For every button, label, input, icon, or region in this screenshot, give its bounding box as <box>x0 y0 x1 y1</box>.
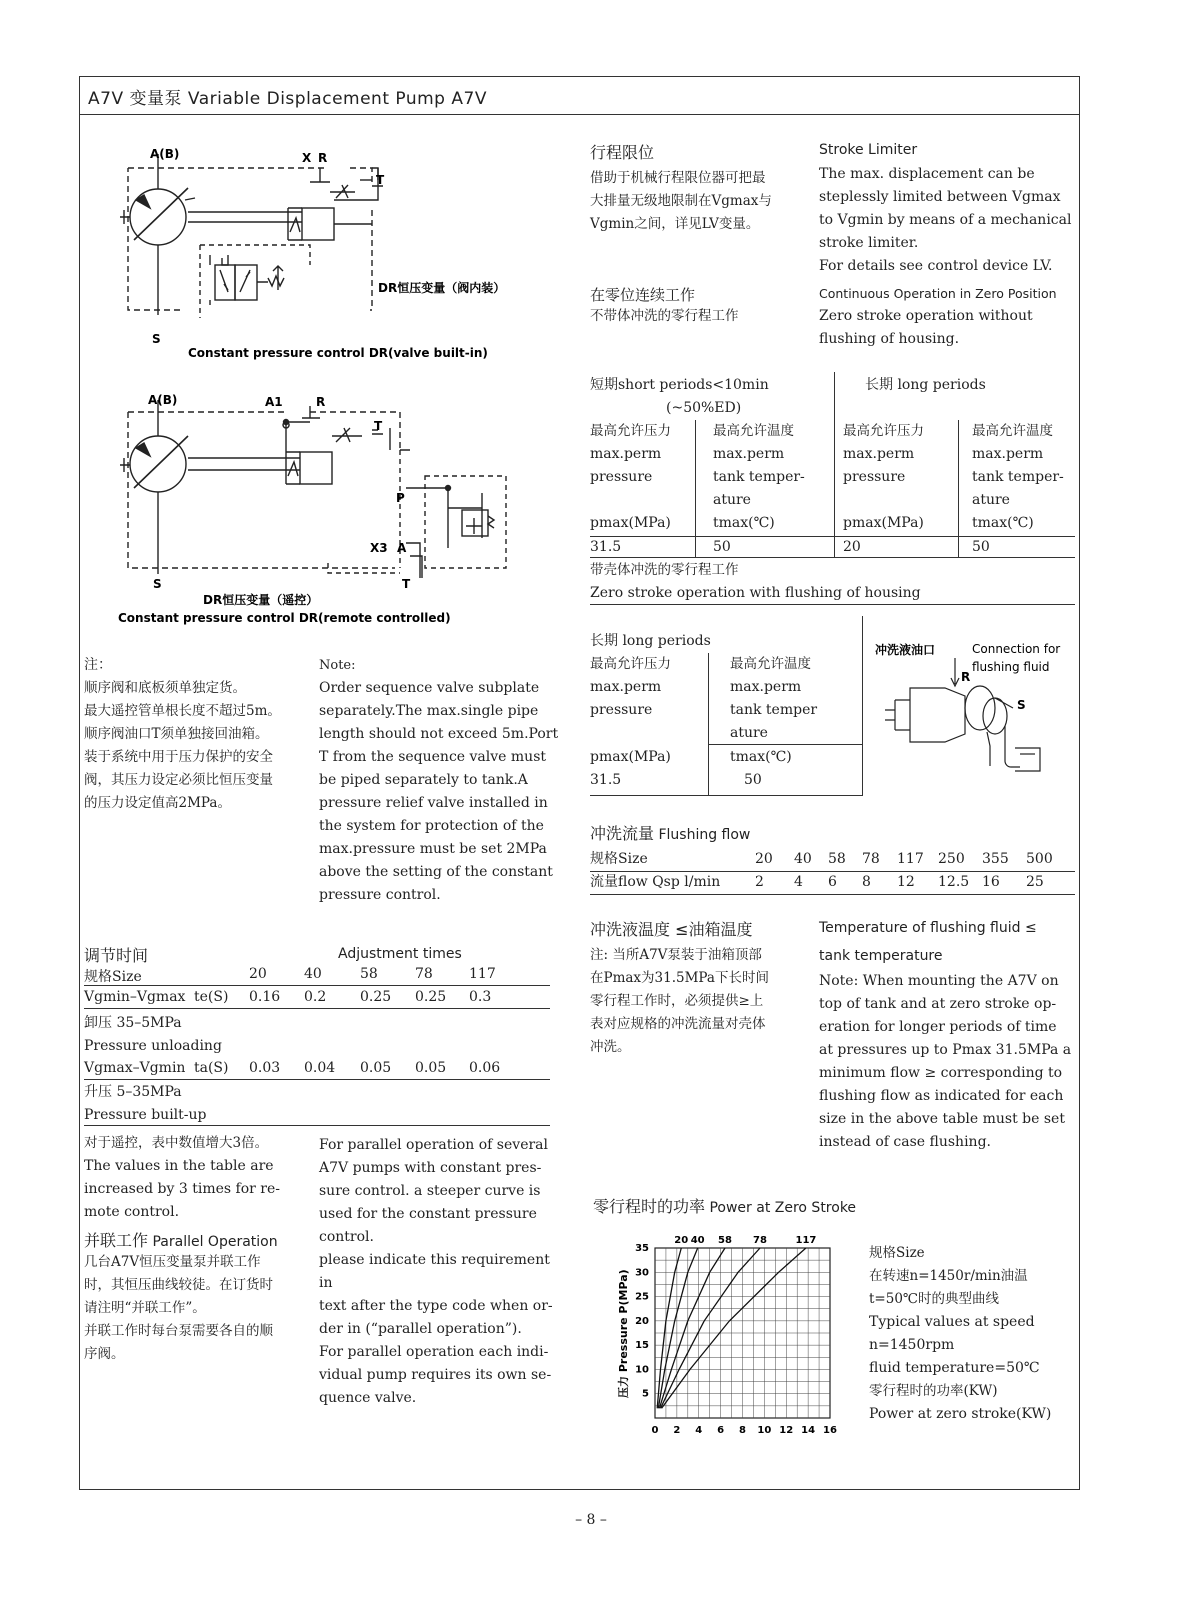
long2-value: 31.5 <box>590 772 622 788</box>
diagram2-caption: Constant pressure control DR(remote controlled) <box>118 611 451 625</box>
long-table <box>590 628 865 796</box>
periods-table <box>590 372 1075 608</box>
note-line-en: length should not exceed 5m.Port <box>319 726 559 742</box>
col-temp-line: tank temper- <box>713 469 805 485</box>
size-cell: 20 <box>249 966 267 982</box>
flow-size: 58 <box>828 851 846 867</box>
flow-value: 12 <box>897 874 915 890</box>
col-temp-line: 最高允许温度 <box>972 423 1053 439</box>
flow-title-en: Flushing flow <box>658 827 751 843</box>
flow-title <box>590 821 750 844</box>
stroke-line-en: to Vgmin by means of a mechanical <box>819 212 1072 228</box>
diagram1-caption: Constant pressure control DR(valve built-in) <box>188 346 488 360</box>
rule <box>708 744 863 745</box>
note-line-en: pressure relief valve installed in <box>319 795 548 811</box>
note-en <box>319 654 564 907</box>
flow-value: 4 <box>794 874 803 890</box>
rule <box>84 1125 550 1126</box>
stroke-title-en: Stroke Limiter <box>819 142 918 158</box>
y-tick-label: 10 <box>635 1364 649 1376</box>
stroke-cn <box>590 140 805 236</box>
y-tick-label: 5 <box>642 1388 649 1400</box>
stroke-line-cn: 大排量无级地限制在Vgmax与 <box>590 193 772 209</box>
port-s-label-2: S <box>153 577 162 591</box>
parallel-line-en: text after the type code when or- <box>319 1298 553 1314</box>
size-cell: 58 <box>360 966 378 982</box>
diagram2-label-cn: DR恒压变量（遥控） <box>203 593 319 607</box>
long2-head: 长期 long periods <box>590 633 711 649</box>
power-legend <box>869 1242 1074 1426</box>
temp-line-en: eration for longer periods of time <box>819 1019 1057 1035</box>
parallel-line-cn: 序阀。 <box>84 1346 125 1362</box>
flush-r-label: R <box>961 670 971 684</box>
flow-value: 12.5 <box>938 874 970 890</box>
x-tick-label: 16 <box>823 1425 837 1436</box>
col-pressure-line: 最高允许压力 <box>843 423 924 439</box>
temp-line-cn: 冲洗。 <box>590 1039 631 1055</box>
remote-en: The values in the table are <box>84 1158 274 1174</box>
note-line-en: Order sequence valve subplate <box>319 680 540 696</box>
row1-value: 0.25 <box>415 989 447 1005</box>
col-temp <box>713 420 823 512</box>
flow-value: 25 <box>1026 874 1044 890</box>
size-cell: 117 <box>469 966 496 982</box>
temp-title-en-1: Temperature of flushing fluid ≤ <box>819 920 1037 936</box>
port-p-label: P <box>396 491 405 505</box>
note-line-cn: 顺序阀和底板须单独定货。 <box>84 680 246 696</box>
temp-cn <box>590 917 805 1059</box>
row2-note-cn: 升压 5–35MPa <box>84 1084 182 1100</box>
note-title-cn: 注： <box>84 657 112 673</box>
diagram1-label-cn: DR恒压变量（阀内装） <box>378 281 506 295</box>
parallel-line-cn: 并联工作时每台泵需要各自的顺 <box>84 1323 273 1339</box>
parallel-line-en: der in (“parallel operation”). <box>319 1321 522 1337</box>
row2-value: 0.05 <box>360 1060 392 1076</box>
x-tick-label: 12 <box>779 1425 794 1436</box>
stroke-line-cn: 借助于机械行程限位器可把最 <box>590 170 766 186</box>
parallel-line-en: A7V pumps with constant pres- <box>319 1160 542 1176</box>
note-line-cn: 顺序阀油口T须单独接回油箱。 <box>84 726 269 742</box>
stroke-line-en: stroke limiter. <box>819 235 919 251</box>
note-cn <box>84 654 309 815</box>
col-temp-long <box>972 420 1082 512</box>
row2-value: 0.06 <box>469 1060 501 1076</box>
zero-title-en: Continuous Operation in Zero Position <box>819 286 1057 301</box>
tmax-label: tmax(℃) <box>713 515 775 531</box>
port-r-label: R <box>318 151 328 165</box>
zero-sub-cn: 不带体冲洗的零行程工作 <box>590 308 739 324</box>
x-tick-label: 14 <box>801 1425 816 1436</box>
flow-value: 8 <box>862 874 871 890</box>
flow-value: 6 <box>828 874 837 890</box>
row2-value: 0.03 <box>249 1060 281 1076</box>
note-line-cn: 的压力设定值高2MPa。 <box>84 795 231 811</box>
size-label: 规格Size <box>84 969 142 985</box>
parallel-line-en: control. <box>319 1229 374 1245</box>
flush-en: Zero stroke operation with flushing of housing <box>590 585 921 601</box>
stroke-line-en: steplessly limited between Vgmax <box>819 189 1061 205</box>
note-line-en: separately.The max.single pipe <box>319 703 539 719</box>
temp-line-en: minimum flow ≥ corresponding to <box>819 1065 1063 1081</box>
y-axis-label: 压力 Pressure P(MPa) <box>617 1269 630 1398</box>
col-pressure <box>590 420 700 489</box>
pmax-label: pmax(MPa) <box>590 515 671 531</box>
port-x-label: X <box>302 151 312 165</box>
row1-value: 0.25 <box>360 989 392 1005</box>
temp-en <box>819 914 1074 1154</box>
col-temp-line: ature <box>972 492 1010 508</box>
pmax-label: pmax(MPa) <box>843 515 924 531</box>
note-title-en: Note: <box>319 658 356 673</box>
y-tick-label: 35 <box>635 1243 649 1254</box>
x-tick-label: 10 <box>757 1425 772 1436</box>
stroke-line-en: For details see control device LV. <box>819 258 1053 274</box>
flow-size: 355 <box>982 851 1009 867</box>
note-line-en: T from the sequence valve must <box>319 749 547 765</box>
diagram-dr-remote <box>110 388 560 633</box>
x-tick-label: 2 <box>673 1425 681 1436</box>
row2-note-en: Pressure built-up <box>84 1107 207 1123</box>
col-pressure-line: pressure <box>843 469 906 485</box>
period-value: 50 <box>713 539 731 555</box>
row1-unit: te(S) <box>194 989 229 1005</box>
port-a-label: A <box>397 541 407 555</box>
port-t2-label: T <box>402 577 411 591</box>
parallel-line-en: vidual pump requires its own se- <box>319 1367 552 1383</box>
port-ab-label: A(B) <box>150 147 180 161</box>
period-value: 50 <box>972 539 990 555</box>
legend-line: 规格Size <box>869 1245 925 1261</box>
rule <box>84 985 550 986</box>
stroke-en <box>819 142 1074 278</box>
zero-en <box>819 286 1074 351</box>
adjust-title-en: Adjustment times <box>338 946 462 962</box>
rule <box>84 1079 550 1080</box>
temp-line-en: top of tank and at zero stroke op- <box>819 996 1057 1012</box>
pmax-label: pmax(MPa) <box>590 749 671 765</box>
note-line-en: the system for protection of the <box>319 818 544 834</box>
flow-size-label: 规格Size <box>590 851 648 867</box>
parallel-line-en: used for the constant pressure <box>319 1206 537 1222</box>
row1-value: 0.16 <box>249 989 281 1005</box>
temp-line-cn: 零行程工作时，必须提供≥上 <box>590 993 764 1009</box>
flow-size: 250 <box>938 851 965 867</box>
row1-note-en: Pressure unloading <box>84 1038 222 1054</box>
flow-value: 2 <box>755 874 764 890</box>
period-value: 31.5 <box>590 539 622 555</box>
note-line-en: max.pressure must be set 2MPa <box>319 841 547 857</box>
flow-title-cn: 冲洗流量 <box>590 824 655 843</box>
flush-label-en-2: flushing fluid <box>972 660 1050 674</box>
temp-line-en: Note: When mounting the A7V on <box>819 973 1059 989</box>
col-pressure-line: pressure <box>590 702 653 718</box>
flow-table <box>590 846 1075 896</box>
col-temp-line: tank temper <box>730 702 818 718</box>
stroke-title-cn: 行程限位 <box>590 143 655 162</box>
col-pressure-long <box>843 420 953 489</box>
temp-line-en: at pressures up to Pmax 31.5MPa a <box>819 1042 1072 1058</box>
flushing-connection-picture <box>875 636 1075 776</box>
adjust-table <box>84 964 550 1127</box>
long2-col-pressure <box>590 653 715 722</box>
long-head: 长期 long periods <box>865 377 986 393</box>
zero-title-cn: 在零位连续工作 <box>590 286 696 304</box>
parallel-line-cn: 时，其恒压曲线较徒。在订货时 <box>84 1277 273 1293</box>
col-temp-line: 最高允许温度 <box>713 423 794 439</box>
row2-value: 0.04 <box>304 1060 336 1076</box>
row1-note-cn: 卸压 35–5MPa <box>84 1015 182 1031</box>
size-cell: 40 <box>304 966 322 982</box>
note-line-en: be piped separately to tank.A <box>319 772 528 788</box>
remote-cn: 对于遥控，表中数值增大3倍。 <box>84 1135 269 1151</box>
note-line-en: pressure control. <box>319 887 441 903</box>
x-tick-label: 6 <box>717 1425 725 1436</box>
stroke-line-cn: Vgmin之间，详见LV变量。 <box>590 216 760 232</box>
adjust-title-cn: 调节时间 <box>84 946 149 965</box>
parallel-line-cn: 几台A7V恒压变量泵并联工作 <box>84 1254 261 1270</box>
port-a1-label: A1 <box>265 395 283 409</box>
row1-value: 0.3 <box>469 989 492 1005</box>
divider <box>862 616 863 796</box>
legend-line: Typical values at speed <box>869 1314 1035 1330</box>
power-title-en: Power at Zero Stroke <box>709 1200 857 1216</box>
parallel-line-cn: 请注明“并联工作”。 <box>84 1300 206 1316</box>
flow-size: 117 <box>897 851 924 867</box>
legend-line: Power at zero stroke(KW) <box>869 1406 1052 1422</box>
tmax-label: tmax(℃) <box>972 515 1034 531</box>
col-pressure-line: pressure <box>590 469 653 485</box>
long2-col-temp <box>730 653 860 745</box>
flow-label: 流量flow Qsp l/min <box>590 874 721 890</box>
port-t-label-2: T <box>374 419 383 433</box>
remote-block <box>84 1132 309 1366</box>
rule <box>84 1008 550 1009</box>
legend-line: t=50℃时的典型曲线 <box>869 1291 1000 1307</box>
flow-size: 20 <box>755 851 773 867</box>
y-tick-label: 20 <box>635 1315 649 1327</box>
y-tick-label: 30 <box>635 1267 649 1279</box>
col-pressure-line: 最高允许压力 <box>590 423 671 439</box>
flush-label-en-1: Connection for <box>972 642 1061 656</box>
x-tick-label: 4 <box>695 1425 703 1436</box>
flow-size: 40 <box>794 851 812 867</box>
page-header <box>79 76 1080 115</box>
col-temp-line: ature <box>730 725 768 741</box>
row1-value: 0.2 <box>304 989 327 1005</box>
stroke-line-en: The max. displacement can be <box>819 166 1035 182</box>
parallel-title-en: Parallel Operation <box>152 1234 278 1250</box>
rule <box>590 894 1075 895</box>
zero-line-en: flushing of housing. <box>819 331 960 347</box>
page-title: A7V 变量泵 Variable Displacement Pump A7V <box>88 89 487 109</box>
remote-en: increased by 3 times for re- <box>84 1181 280 1197</box>
port-ab-label-2: A(B) <box>148 393 178 407</box>
temp-line-cn: 注: 当所A7V泵装于油箱顶部 <box>590 947 762 963</box>
port-r-label-2: R <box>316 395 326 409</box>
series-label: 40 <box>690 1235 705 1246</box>
temp-title-en-2: tank temperature <box>819 948 943 964</box>
size-cell: 78 <box>415 966 433 982</box>
series-label: 58 <box>718 1235 732 1246</box>
col-temp-line: 最高允许温度 <box>730 656 811 672</box>
col-temp-line: max.perm <box>713 446 785 462</box>
tmax-label: tmax(℃) <box>730 749 792 765</box>
legend-line: n=1450rpm <box>869 1337 955 1353</box>
flush-label-cn: 冲洗液油口 <box>875 643 936 657</box>
flush-cn: 带壳体冲洗的零行程工作 <box>590 562 739 578</box>
remote-en: mote control. <box>84 1204 180 1220</box>
port-s-label: S <box>152 332 161 346</box>
row2-unit: ta(S) <box>194 1060 229 1076</box>
divider <box>834 372 835 557</box>
port-t-label: T <box>376 173 385 187</box>
temp-line-en: instead of case flushing. <box>819 1134 991 1150</box>
col-pressure-line: max.perm <box>590 446 662 462</box>
legend-line: fluid temperature=50℃ <box>869 1360 1040 1376</box>
period-value: 20 <box>843 539 861 555</box>
note-line-en: above the setting of the constant <box>319 864 553 880</box>
page-number: – 8 – <box>575 1512 607 1528</box>
legend-line: 在转速n=1450r/min油温 <box>869 1268 1028 1284</box>
col-temp-line: max.perm <box>730 679 802 695</box>
note-line-cn: 装于系统中用于压力保护的安全 <box>84 749 273 765</box>
flow-size: 500 <box>1026 851 1053 867</box>
parallel-line-en: quence valve. <box>319 1390 417 1406</box>
port-x3-label: X3 <box>370 541 388 555</box>
x-tick-label: 0 <box>651 1425 659 1436</box>
divider <box>708 653 709 796</box>
parallel-line-en: please indicate this requirement in <box>319 1252 550 1291</box>
row2-label: Vgmax–Vgmin <box>84 1060 186 1076</box>
power-chart <box>605 1228 850 1440</box>
row1-label: Vgmin–Vgmax <box>84 989 186 1005</box>
series-label: 117 <box>795 1235 817 1246</box>
power-title-cn: 零行程时的功率 <box>593 1197 706 1216</box>
y-tick-label: 25 <box>635 1291 649 1303</box>
parallel-title-cn: 并联工作 <box>84 1231 149 1250</box>
col-pressure-line: max.perm <box>843 446 915 462</box>
parallel-en <box>319 1134 564 1410</box>
parallel-line-en: For parallel operation each indi- <box>319 1344 549 1360</box>
col-temp-line: tank temper- <box>972 469 1064 485</box>
power-title <box>593 1194 856 1217</box>
note-line-cn: 最大遥控管单根长度不超过5m。 <box>84 703 281 719</box>
series-label: 20 <box>674 1235 689 1246</box>
zero-line-en: Zero stroke operation without <box>819 308 1033 324</box>
flush-s-label: S <box>1017 698 1026 712</box>
note-line-cn: 阀，其压力设定必须比恒压变量 <box>84 772 273 788</box>
col-pressure-line: 最高允许压力 <box>590 656 671 672</box>
rule <box>590 795 863 796</box>
rule <box>590 557 1075 558</box>
temp-title-cn: 冲洗液温度 ≤油箱温度 <box>590 920 753 939</box>
parallel-line-en: sure control. a steeper curve is <box>319 1183 541 1199</box>
parallel-line-en: For parallel operation of several <box>319 1137 548 1153</box>
zero-cn <box>590 284 805 328</box>
rule <box>590 604 1075 605</box>
long2-value: 50 <box>744 772 762 788</box>
short-sub: (~50%ED) <box>666 400 742 416</box>
x-tick-label: 8 <box>739 1425 746 1436</box>
diagram-dr-built-in <box>110 140 560 365</box>
col-temp-line: ature <box>713 492 751 508</box>
short-head: 短期short periods<10min <box>590 377 769 393</box>
temp-line-cn: 在Pmax为31.5MPa下长时间 <box>590 970 769 986</box>
temp-line-en: flushing flow as indicated for each <box>819 1088 1064 1104</box>
flow-value: 16 <box>982 874 1000 890</box>
rule <box>590 536 1075 537</box>
y-tick-label: 15 <box>635 1340 649 1352</box>
temp-line-en: size in the above table must be set <box>819 1111 1065 1127</box>
series-label: 78 <box>753 1235 767 1246</box>
legend-line: 零行程时的功率(KW) <box>869 1383 998 1399</box>
col-pressure-line: max.perm <box>590 679 662 695</box>
row2-value: 0.05 <box>415 1060 447 1076</box>
flow-size: 78 <box>862 851 880 867</box>
temp-line-cn: 表对应规格的冲洗流量对壳体 <box>590 1016 766 1032</box>
col-temp-line: max.perm <box>972 446 1044 462</box>
